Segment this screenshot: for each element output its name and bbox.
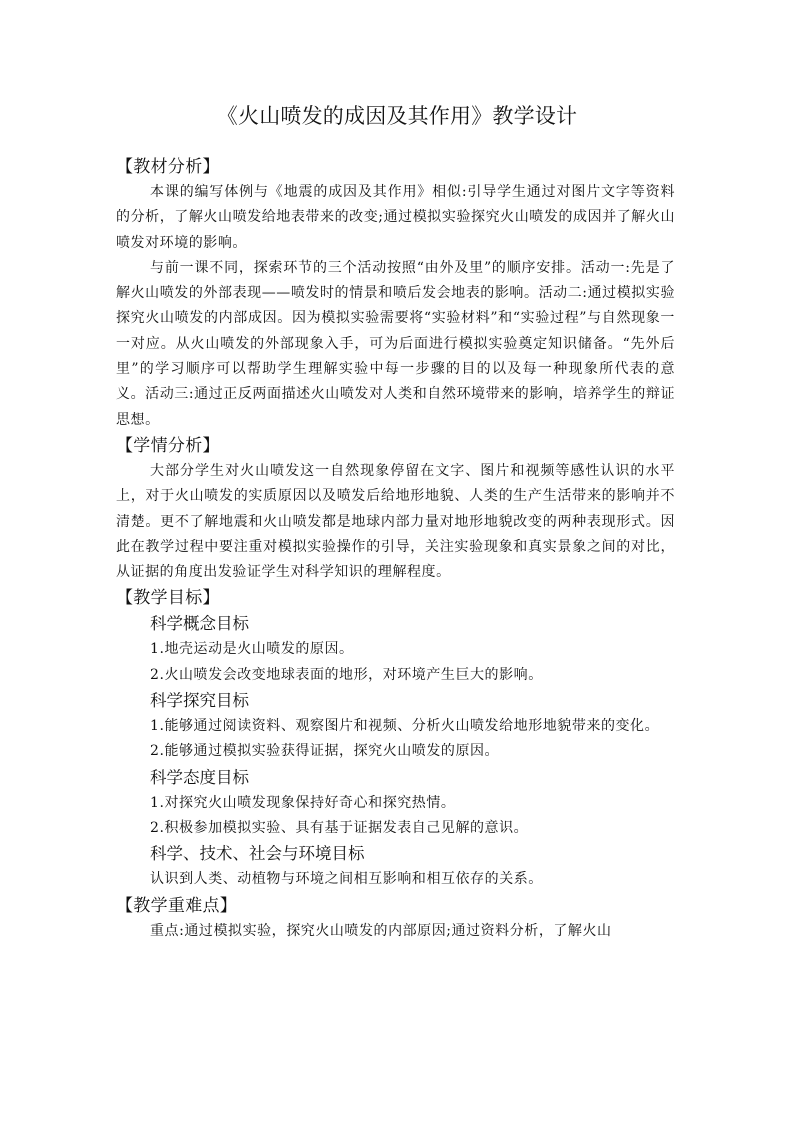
objective-item: 1.能够通过阅读资料、观察图片和视频、分析火山喷发给地形地貌带来的变化。 [150,718,660,735]
objective-item: 1.地壳运动是火山喷发的原因。 [150,641,354,658]
objective-item: 1.对探究火山喷发现象保持好奇心和探究热情。 [150,794,456,811]
paragraph: 本课的编写体例与《地震的成因及其作用》相似:引导学生通过对图片文字等资料的分析，了解火山喷发给地表带来的改变;通过模拟实验探究火山喷发的成因并了解火山喷发对环境的影响。 [116,184,675,251]
section-objectives [116,585,675,892]
objective-group-stse [116,841,675,892]
paragraph: 大部分学生对火山喷发这一自然现象停留在文字、图片和视频等感性认识的水平上，对于火山喷发的实质原因以及喷发后给地形地貌、人类的生产生活带来的影响并不清楚。更不了解地震和火山喷发都是地球内部力量对地形地貌改变的两种表现形式。因此在教学过程中要注重对模拟实验操作的引导，关注实验现象和真实景象之间的对比，从证据的角度出发验证学生对科学知识的理解程度。 [116,462,675,581]
objective-group-title: 科学态度目标 [150,767,249,787]
objective-item: 2.能够通过模拟实验获得证据，探究火山喷发的原因。 [150,743,500,760]
objective-item: 2.积极参加模拟实验、具有基于证据发表自己见解的意识。 [150,819,529,836]
section-textbook-analysis [116,154,675,433]
objective-group-attitude [116,765,675,842]
section-learner-analysis [116,433,675,585]
objective-group-title: 科学探究目标 [150,691,249,711]
section-heading: 【学情分析】 [116,435,220,456]
document-title: 《火山喷发的成因及其作用》教学设计 [216,104,578,128]
objective-group-inquiry [116,688,675,765]
objective-group-concept [116,611,675,688]
objective-item: 认识到人类、动植物与环境之间相互影响和相互依存的关系。 [150,871,543,888]
objective-item: 2.火山喷发会改变地球表面的地形，对环境产生巨大的影响。 [150,666,543,683]
objective-group-title: 科学、技术、社会与环境目标 [150,844,365,864]
objective-group-title: 科学概念目标 [150,614,249,634]
document-body [116,154,675,944]
section-key-points [116,893,675,944]
section-heading: 【教学目标】 [116,588,220,609]
section-heading: 【教材分析】 [116,157,220,177]
section-heading: 【教学重难点】 [116,895,238,916]
paragraph: 重点:通过模拟实验，探究火山喷发的内部原因;通过资料分析，了解火山 [150,922,612,939]
paragraph: 与前一课不同，探索环节的三个活动按照“由外及里”的顺序安排。活动一:先是了解火山喷发的外部表现——喷发时的情景和喷后发会地表的影响。活动二:通过模拟实验探究火山喷发的内部成因。因为模拟实验需要将“实验材料”和“实验过程”与自然现象一一对应。从火山喷发的外部现象入手，可为后面进行模拟实验奠定知识储备。“先外后里”的学习顺序可以帮助学生理解实验中每一步骤的目的以及每一种现象所代表的意义。活动三:通过正反两面描述火山喷发对人类和自然环境带来的影响，培养学生的辩证思想。 [116,259,675,428]
